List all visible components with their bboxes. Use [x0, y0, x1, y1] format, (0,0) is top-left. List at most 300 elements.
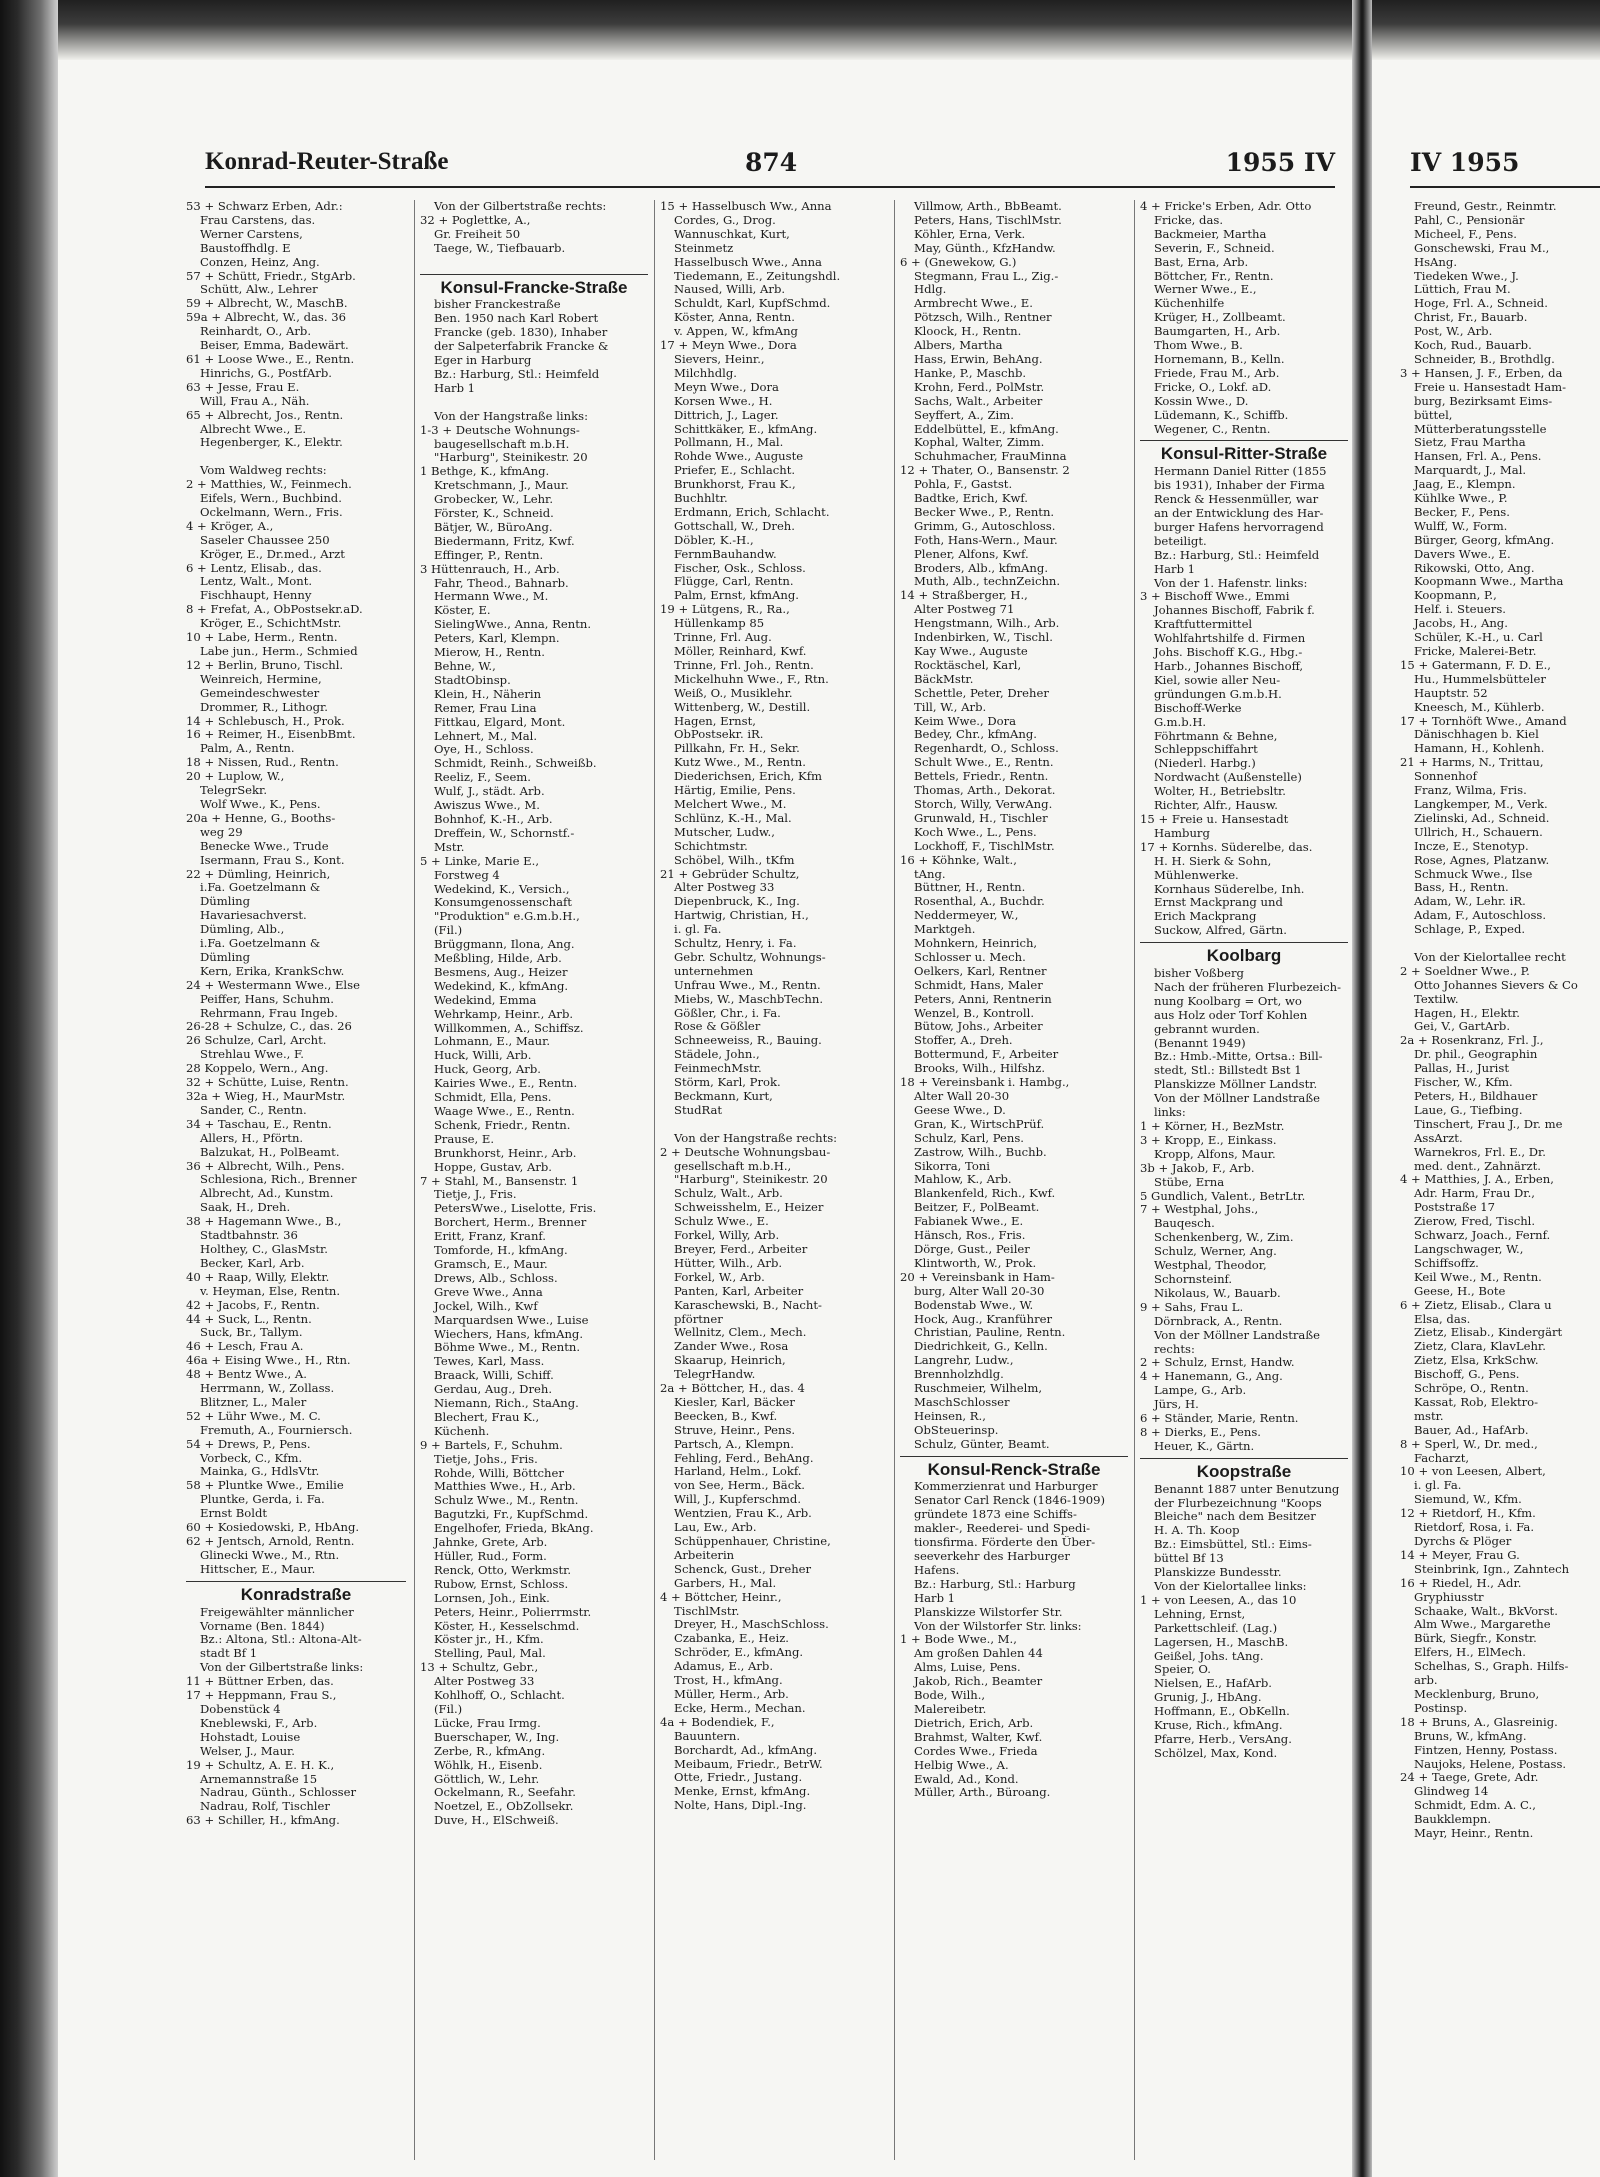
directory-entry: von See, Herm., Bäck.: [674, 1479, 805, 1493]
directory-entry: Wegener, C., Rentn.: [1154, 422, 1271, 436]
directory-entry: Rubow, Ernst, Schloss.: [434, 1577, 569, 1591]
directory-entry: Karaschewski, B., Nacht-: [674, 1298, 822, 1312]
directory-entry: 26 Schulze, Carl, Archt.: [186, 1034, 327, 1048]
column-divider: [894, 200, 895, 2160]
directory-entry: Garbers, H., Mal.: [674, 1576, 777, 1590]
directory-entry: Langschwager, W.,: [1414, 1242, 1524, 1256]
directory-entry: mstr.: [1414, 1409, 1444, 1423]
directory-entry: Lehning, Ernst,: [1154, 1607, 1246, 1621]
directory-entry: Schettle, Peter, Dreher: [914, 686, 1049, 700]
directory-entry: nung Koolbarg = Ort, wo: [1154, 994, 1302, 1008]
spacer: [660, 1118, 888, 1132]
directory-entry: 57 + Schütt, Friedr., StgArb.: [186, 269, 356, 283]
directory-entry: Niemann, Rich., StaAng.: [434, 1397, 579, 1411]
directory-entry: Tiedeken Wwe., J.: [1414, 269, 1519, 283]
column-divider: [654, 200, 655, 2160]
directory-entry: Hütter, Wilh., Arb.: [674, 1256, 783, 1270]
directory-entry: 2a + Rosenkranz, Frl. J.,: [1400, 1034, 1544, 1048]
directory-entry: Schmidt, Reinh., Schweißb.: [434, 757, 597, 771]
directory-entry: Keim Wwe., Dora: [914, 714, 1017, 728]
directory-entry: 9 + Bartels, F., Schuhm.: [420, 1438, 563, 1452]
directory-entry: Schiffsoffz.: [1414, 1256, 1479, 1270]
directory-entry: Suck, Br., Tallym.: [200, 1326, 303, 1340]
directory-entry: Alter Postweg 33: [434, 1675, 535, 1689]
directory-entry: burg, Bezirksamt Eims-: [1414, 394, 1553, 408]
directory-entry: Bürger, Georg, kfmAng.: [1414, 533, 1555, 547]
directory-entry: Greve Wwe., Anna: [434, 1285, 543, 1299]
directory-entry: büttel Bf 13: [1154, 1552, 1224, 1566]
directory-entry: Cordes Wwe., Frieda: [914, 1744, 1038, 1758]
directory-entry: Tomforde, H., kfmAng.: [434, 1244, 568, 1258]
directory-entry: Parkettschleif. (Lag.): [1154, 1621, 1278, 1635]
directory-entry: makler-, Reederei- und Spedi-: [914, 1522, 1091, 1536]
directory-entry: 7 + Westphal, Johs.,: [1140, 1203, 1259, 1217]
directory-entry: 63 + Schiller, H., kfmAng.: [186, 1814, 340, 1828]
directory-entry: Steinmetz: [674, 241, 734, 255]
directory-entry: Isermann, Frau S., Kont.: [200, 853, 345, 867]
directory-entry: Dörnbrack, A., Rentn.: [1154, 1314, 1283, 1328]
directory-entry: Schlosser u. Mech.: [914, 950, 1026, 964]
directory-entry: 40 + Raap, Willy, Elektr.: [186, 1270, 330, 1284]
directory-entry: Trinne, Frl. Joh., Rentn.: [674, 658, 814, 672]
directory-entry: Siemund, W., Kfm.: [1414, 1493, 1522, 1507]
directory-entry: "Harburg", Steinikestr. 20: [674, 1173, 828, 1187]
directory-entry: Adam, F., Autoschloss.: [1414, 909, 1547, 923]
directory-entry: 32 + Schütte, Luise, Rentn.: [186, 1076, 349, 1090]
directory-column-5: [1140, 200, 1348, 1761]
directory-entry: Von der Kielortallee links:: [1154, 1580, 1307, 1593]
directory-entry: Rietdorf, Rosa, i. Fa.: [1414, 1521, 1535, 1535]
directory-entry: Kretschmann, J., Maur.: [434, 479, 569, 493]
spacer: [1400, 937, 1600, 951]
directory-entry: Regenhardt, O., Schloss.: [914, 742, 1059, 756]
directory-entry: 36 + Albrecht, Wilh., Pens.: [186, 1159, 345, 1173]
directory-entry: Schenkenberg, W., Zim.: [1154, 1231, 1294, 1245]
directory-entry: Plener, Alfons, Kwf.: [914, 547, 1029, 561]
directory-entry: Köster jr., H., Kfm.: [434, 1633, 544, 1647]
directory-entry: Werner Carstens,: [200, 227, 303, 241]
directory-entry: Johs. Bischoff K.G., Hbg.-: [1154, 646, 1303, 660]
directory-entry: Schuhmacher, FrauMinna: [914, 450, 1067, 464]
directory-entry: Ben. 1950 nach Karl Robert: [434, 312, 599, 326]
street-heading: Konsul-Francke-Straße: [420, 274, 648, 299]
directory-entry: Buerschaper, W., Ing.: [434, 1730, 560, 1744]
directory-entry: Bürk, Siegfr., Konstr.: [1414, 1632, 1537, 1646]
directory-entry: Hafens.: [914, 1563, 960, 1577]
directory-entry: Sonnenhof: [1414, 770, 1477, 784]
directory-entry: Tinschert, Frau J., Dr. me: [1414, 1117, 1563, 1131]
directory-entry: Becker, Karl, Arb.: [200, 1256, 305, 1270]
directory-entry: bisher Franckestraße: [434, 298, 561, 312]
directory-entry: 5 Gundlich, Valent., BetrLtr.: [1140, 1189, 1306, 1203]
directory-entry: Mainka, G., HdlsVtr.: [200, 1465, 320, 1479]
directory-entry: Schult Wwe., E., Rentn.: [914, 756, 1054, 770]
directory-entry: Warnekros, Frl. E., Dr.: [1414, 1145, 1546, 1159]
book-edge: [0, 0, 58, 2177]
directory-entry: Kruse, Rich., kfmAng.: [1154, 1719, 1283, 1733]
directory-entry: Dittrich, J., Lager.: [674, 408, 779, 422]
directory-entry: Bass, H., Rentn.: [1414, 881, 1509, 895]
directory-entry: Bast, Erna, Arb.: [1154, 255, 1249, 269]
directory-entry: Milchhdlg.: [674, 366, 737, 380]
directory-entry: Bleiche" nach dem Besitzer: [1154, 1510, 1316, 1524]
directory-entry: Nadrau, Rolf, Tischler: [200, 1800, 330, 1814]
directory-entry: 3b + Jakob, F., Arb.: [1140, 1161, 1255, 1175]
directory-entry: 2 + Schulz, Ernst, Handw.: [1140, 1356, 1295, 1370]
directory-entry: Bz.: Harburg, Stl.: Heimfeld: [434, 367, 600, 381]
directory-entry: links:: [1154, 1106, 1186, 1120]
directory-entry: Lücke, Frau Irmg.: [434, 1716, 541, 1730]
directory-entry: Engelhofer, Frieda, BkAng.: [434, 1522, 594, 1536]
directory-entry: Rohde Wwe., Auguste: [674, 450, 804, 464]
header-street-name: Konrad-Reuter-Straße: [205, 148, 449, 175]
directory-entry: Rohde, Willi, Böttcher: [434, 1466, 564, 1480]
directory-entry: Hanke, P., Maschb.: [914, 366, 1027, 380]
directory-entry: 3 + Kropp, E., Einkass.: [1140, 1133, 1277, 1147]
directory-entry: Fintzen, Henny, Postass.: [1414, 1743, 1558, 1757]
directory-entry: pförtner: [674, 1312, 723, 1326]
directory-entry: Meßbling, Hilde, Arb.: [434, 952, 562, 966]
directory-entry: 18 + Nissen, Rud., Rentn.: [186, 756, 339, 770]
directory-entry: stadt Bf 1: [200, 1647, 258, 1661]
directory-entry: Bischoff, G., Pens.: [1414, 1368, 1520, 1382]
spacer: [186, 450, 406, 464]
directory-entry: 3 Hüttenrauch, H., Arb.: [420, 562, 560, 576]
directory-entry: Küchenhilfe: [1154, 297, 1225, 311]
directory-entry: 15 + Freie u. Hansestadt: [1140, 812, 1289, 826]
directory-entry: Fricke, O., Lokf. aD.: [1154, 380, 1272, 394]
directory-entry: Stegmann, Frau L., Zig.-: [914, 269, 1059, 283]
directory-entry: i. gl. Fa.: [674, 923, 722, 937]
directory-entry: Schwarz, Joach., Fernf.: [1414, 1229, 1551, 1243]
directory-entry: 13 + Schultz, Gebr.,: [420, 1661, 539, 1675]
directory-entry: 26-28 + Schulze, C., das. 26: [186, 1020, 352, 1034]
directory-entry: Renck, Otto, Werkmstr.: [434, 1563, 572, 1577]
page-number: 874: [745, 148, 798, 177]
directory-entry: Otte, Friedr., Justang.: [674, 1771, 803, 1785]
directory-entry: Sievers, Heinr.,: [674, 352, 765, 366]
directory-entry: Kloock, H., Rentn.: [914, 325, 1022, 339]
directory-entry: Koopmann, P.,: [1414, 589, 1497, 603]
directory-entry: Heuer, K., Gärtn.: [1154, 1439, 1255, 1453]
directory-entry: Rose & Gößler: [674, 1020, 761, 1034]
directory-entry: Jockel, Wilh., Kwf: [434, 1299, 538, 1313]
directory-entry: Jürs, H.: [1154, 1398, 1199, 1412]
directory-entry: Gei, V., GartArb.: [1414, 1020, 1510, 1034]
directory-entry: Rocktäschel, Karl,: [914, 658, 1022, 672]
directory-entry: Bottermund, F., Arbeiter: [914, 1048, 1059, 1062]
directory-entry: Saseler Chaussee 250: [200, 533, 330, 547]
directory-entry: Peiffer, Hans, Schuhm.: [200, 992, 334, 1006]
directory-entry: Zielinski, Ad., Schneid.: [1414, 811, 1550, 825]
directory-entry: Prause, E.: [434, 1132, 495, 1146]
directory-entry: Harb., Johannes Bischoff,: [1154, 660, 1304, 673]
directory-entry: Eddelbüttel, E., kfmAng.: [914, 422, 1059, 436]
directory-entry: Storch, Willy, VerwAng.: [914, 797, 1053, 811]
directory-entry: Renck & Hessenmüller, war: [1154, 493, 1319, 507]
directory-entry: Jacobs, H., Ang.: [1414, 617, 1508, 631]
directory-entry: (Fil.): [434, 1702, 463, 1716]
directory-entry: Oelkers, Karl, Rentner: [914, 964, 1047, 978]
directory-entry: Micheel, F., Pens.: [1414, 227, 1517, 241]
directory-entry: Huck, Georg, Arb.: [434, 1063, 541, 1077]
directory-entry: Wentzien, Frau K., Arb.: [674, 1507, 812, 1521]
directory-entry: H. H. Sierk & Sohn,: [1154, 854, 1272, 868]
directory-entry: Frau Carstens, das.: [200, 213, 316, 227]
directory-column-6: [1400, 200, 1600, 1841]
directory-entry: Richter, Alfr., Hausw.: [1154, 799, 1278, 813]
directory-entry: Kneblewski, F., Arb.: [200, 1716, 318, 1730]
directory-entry: 20 + Luplow, W.,: [186, 770, 285, 784]
directory-entry: Alms, Luise, Pens.: [914, 1661, 1021, 1675]
directory-entry: seeverkehr des Harburger: [914, 1550, 1070, 1563]
directory-entry: Dümling: [200, 895, 251, 909]
directory-entry: BäckMstr.: [914, 672, 974, 686]
header-year-left: 1955 IV: [1225, 148, 1335, 177]
directory-entry: Beckmann, Kurt,: [674, 1090, 773, 1103]
directory-entry: 18 + Vereinsbank i. Hambg.,: [900, 1076, 1070, 1090]
directory-entry: Becker Wwe., P., Rentn.: [914, 505, 1055, 519]
directory-entry: 11 + Büttner Erben, das.: [186, 1675, 334, 1689]
directory-entry: Nolte, Hans, Dipl.-Ing.: [674, 1799, 807, 1813]
directory-entry: Hock, Aug., Kranführer: [914, 1312, 1053, 1326]
directory-entry: 12 + Rietdorf, H., Kfm.: [1400, 1507, 1536, 1521]
directory-entry: Fehling, Ferd., BehAng.: [674, 1451, 814, 1465]
directory-entry: Vom Waldweg rechts:: [200, 464, 327, 478]
directory-entry: Schenk, Friedr., Rentn.: [434, 1118, 571, 1132]
directory-entry: Behne, W.,: [434, 660, 496, 673]
directory-entry: Hermann Wwe., M.: [434, 590, 549, 604]
directory-entry: Rehrmann, Frau Ingeb.: [200, 1006, 338, 1020]
directory-entry: arb.: [1414, 1674, 1438, 1688]
directory-entry: Otto Johannes Sievers & Co: [1414, 978, 1578, 992]
directory-entry: Sachs, Walt., Arbeiter: [914, 394, 1043, 408]
directory-entry: Arbeiterin: [674, 1548, 735, 1562]
directory-entry: 17 + Kornhs. Süderelbe, das.: [1140, 840, 1313, 854]
directory-entry: Grimm, G., Autoschloss.: [914, 519, 1056, 533]
directory-entry: Christ, Fr., Bauarb.: [1414, 311, 1528, 325]
directory-entry: weg 29: [200, 825, 243, 839]
directory-entry: 19 + Lütgens, R., Ra.,: [660, 603, 790, 617]
directory-entry: Schulz Wwe., E.: [674, 1215, 769, 1229]
directory-entry: Schittkäker, E., kfmAng.: [674, 422, 818, 436]
directory-entry: Bagutzki, Fr., KupfSchmd.: [434, 1508, 589, 1522]
directory-entry: 2 + Soeldner Wwe., P.: [1400, 964, 1530, 978]
directory-entry: Wolter, H., Betriebsltr.: [1154, 785, 1286, 799]
directory-entry: Köster, H., Kesselschmd.: [434, 1619, 580, 1633]
directory-entry: Trinne, Frl. Aug.: [674, 631, 772, 645]
directory-entry: Rosenthal, A., Buchdr.: [914, 895, 1045, 909]
directory-entry: Drommer, R., Lithogr.: [200, 700, 328, 714]
directory-entry: 4 + Böttcher, Heinr.,: [660, 1590, 782, 1604]
directory-entry: Bedey, Chr., kfmAng.: [914, 728, 1037, 742]
directory-entry: Naujoks, Helene, Postass.: [1414, 1757, 1567, 1771]
directory-entry: Lau, Ew., Arb.: [674, 1521, 757, 1535]
directory-entry: Von der 1. Hafenstr. links:: [1154, 576, 1308, 590]
directory-column-1: [186, 200, 406, 1828]
directory-entry: AssArzt.: [1414, 1131, 1463, 1145]
directory-entry: Pfarre, Herb., VersAng.: [1154, 1732, 1292, 1746]
directory-entry: Ockelmann, Wern., Fris.: [200, 505, 343, 519]
directory-entry: Schütt, Alw., Lehrer: [200, 283, 318, 297]
directory-entry: Härtig, Emilie, Pens.: [674, 784, 796, 798]
directory-entry: Ewald, Ad., Kond.: [914, 1772, 1019, 1786]
directory-entry: Böhme Wwe., M., Rentn.: [434, 1341, 581, 1355]
directory-entry: der Salpeterfabrik Francke &: [434, 340, 609, 354]
directory-entry: Eifels, Wern., Buchbind.: [200, 492, 342, 506]
directory-entry: Skaarup, Heinrich,: [674, 1354, 786, 1368]
directory-entry: Dyrchs & Plöger: [1414, 1535, 1512, 1548]
directory-entry: Hornemann, B., Kelln.: [1154, 352, 1285, 366]
directory-entry: Wöhlk, H., Eisenb.: [434, 1758, 543, 1772]
directory-entry: Postinsp.: [1414, 1701, 1468, 1715]
directory-entry: Diedrichkeit, G., Kelln.: [914, 1340, 1048, 1354]
directory-entry: Pluntke, Gerda, i. Fa.: [200, 1493, 325, 1507]
running-header-right: [1410, 144, 1600, 188]
directory-entry: Wohlfahrtshilfe d. Firmen: [1154, 632, 1306, 646]
directory-entry: Zierow, Fred, Tischl.: [1414, 1215, 1536, 1229]
directory-entry: 1 + von Leesen, A., das 10: [1140, 1593, 1297, 1607]
directory-entry: Fischer, Osk., Schloss.: [674, 561, 806, 575]
directory-entry: Geese, H., Bote: [1414, 1284, 1506, 1298]
directory-entry: Besmens, Aug., Heizer: [434, 965, 568, 979]
directory-entry: beteiligt.: [1154, 534, 1207, 548]
directory-entry: Dreyer, H., MaschSchloss.: [674, 1618, 829, 1632]
directory-entry: Hdlg.: [914, 283, 947, 297]
directory-entry: Biedermann, Fritz, Kwf.: [434, 534, 575, 548]
directory-entry: Struve, Heinr., Pens.: [674, 1423, 796, 1437]
directory-entry: Steinbrink, Ign., Zahntech: [1414, 1562, 1570, 1576]
directory-entry: Albrecht, Ad., Kunstm.: [200, 1187, 334, 1201]
directory-entry: Eger in Harburg: [434, 354, 532, 368]
directory-entry: 54 + Drews, P., Pens.: [186, 1437, 311, 1451]
directory-entry: Post, W., Arb.: [1414, 325, 1493, 339]
directory-entry: Brahmst, Walter, Kwf.: [914, 1730, 1043, 1744]
directory-entry: Mohnkern, Heinrich,: [914, 937, 1038, 951]
directory-entry: 21 + Gebrüder Schultz,: [660, 867, 800, 881]
directory-entry: Hüllenkamp 85: [674, 617, 765, 631]
directory-entry: Flügge, Carl, Rentn.: [674, 575, 794, 589]
directory-entry: Krohn, Ferd., PolMstr.: [914, 380, 1045, 394]
directory-entry: 6 + Lentz, Elisab., das.: [186, 561, 322, 575]
directory-entry: Harb 1: [434, 381, 476, 395]
directory-entry: Alter Wall 20-30: [914, 1090, 1010, 1103]
directory-entry: Kröger, E., SchichtMstr.: [200, 617, 342, 631]
directory-entry: Marquardsen Wwe., Luise: [434, 1313, 589, 1327]
directory-entry: Wulf, J., städt. Arb.: [434, 785, 545, 799]
directory-entry: Reinhardt, O., Arb.: [200, 325, 312, 339]
directory-entry: Tietje, Johs., Fris.: [434, 1452, 538, 1466]
directory-entry: Geißel, Johs. tAng.: [1154, 1649, 1264, 1663]
directory-entry: 4 + Matthies, J. A., Erben,: [1400, 1173, 1554, 1187]
directory-entry: Schenck, Gust., Dreher: [674, 1562, 812, 1576]
directory-entry: TischlMstr.: [674, 1604, 740, 1618]
directory-entry: 14 + Meyer, Frau G.: [1400, 1548, 1520, 1562]
directory-entry: aus Holz oder Torf Kohlen: [1154, 1008, 1308, 1022]
directory-entry: Havariesachverst.: [200, 909, 307, 923]
directory-entry: Kraftfuttermittel: [1154, 618, 1253, 632]
directory-entry: 8 + Frefat, A., ObPostsekr.aD.: [186, 603, 363, 617]
directory-entry: Dietrich, Erich, Arb.: [914, 1716, 1034, 1730]
directory-entry: Mayr, Heinr., Rentn.: [1414, 1827, 1534, 1841]
directory-entry: Büttner, H., Rentn.: [914, 881, 1026, 895]
directory-entry: Cordes, G., Drog.: [674, 213, 776, 227]
directory-entry: Grunig, J., HbAng.: [1154, 1691, 1262, 1705]
directory-entry: Föhrtmann & Behne,: [1154, 729, 1278, 743]
directory-entry: Christian, Pauline, Rentn.: [914, 1326, 1066, 1340]
directory-entry: Braack, Willi, Schiff.: [434, 1369, 554, 1383]
directory-entry: 2 + Matthies, W., Feinmech.: [186, 478, 352, 492]
directory-entry: Peters, Karl, Klempn.: [434, 632, 560, 646]
directory-entry: Weiß, O., Musiklehr.: [674, 686, 793, 700]
directory-entry: 59a + Albrecht, W., das. 36: [186, 311, 346, 325]
directory-entry: TelegrHandw.: [674, 1368, 756, 1382]
directory-entry: Meyn Wwe., Dora: [674, 380, 779, 394]
directory-entry: Gran, K., WirtschPrüf.: [914, 1117, 1045, 1131]
directory-entry: Möller, Reinhard, Kwf.: [674, 645, 807, 658]
directory-entry: Nielsen, E., HafArb.: [1154, 1677, 1272, 1691]
directory-entry: Fricke, Malerei-Betr.: [1414, 645, 1537, 658]
directory-entry: Kassat, Rob, Elektro-: [1414, 1395, 1539, 1409]
directory-entry: Taege, W., Tiefbauarb.: [434, 241, 566, 255]
street-heading: Konradstraße: [186, 1581, 406, 1606]
directory-entry: Wiechers, Hans, kfmAng.: [434, 1327, 584, 1341]
directory-entry: Gryphiusstr: [1414, 1590, 1484, 1604]
directory-entry: Pallas, H., Jurist: [1414, 1062, 1509, 1076]
directory-entry: Hagen, Ernst,: [674, 714, 756, 728]
directory-entry: StadtObinsp.: [434, 673, 511, 687]
directory-entry: Awiszus Wwe., M.: [434, 799, 540, 813]
directory-entry: Hittscher, E., Maur.: [200, 1562, 316, 1576]
directory-entry: Bohnhof, K.-H., Arb.: [434, 812, 553, 826]
directory-entry: Gr. Freiheit 50: [434, 227, 521, 241]
directory-entry: Gonschewski, Frau M.,: [1414, 241, 1550, 255]
directory-entry: Armbrecht Wwe., E.: [914, 297, 1033, 311]
directory-entry: Hoffmann, E., ObKelln.: [1154, 1705, 1290, 1719]
spacer: [420, 256, 648, 270]
directory-entry: Dümling, Alb.,: [200, 923, 285, 937]
directory-entry: Freie u. Hansestadt Ham-: [1414, 380, 1567, 394]
directory-entry: Schröder, E., kfmAng.: [674, 1646, 804, 1660]
directory-entry: Keil Wwe., M., Rentn.: [1414, 1270, 1542, 1284]
directory-entry: Willkommen, A., Schiffsz.: [434, 1021, 584, 1035]
directory-entry: Ockelmann, R., Seefahr.: [434, 1786, 576, 1800]
directory-entry: Lüdemann, K., Schiffb.: [1154, 408, 1289, 422]
directory-entry: Grunwald, H., Tischler: [914, 811, 1048, 825]
directory-entry: 19 + Schultz, A. E. H. K.,: [186, 1758, 335, 1772]
directory-entry: PetersWwe., Liselotte, Fris.: [434, 1202, 597, 1216]
directory-entry: Klein, H., Näherin: [434, 687, 542, 701]
directory-entry: Suckow, Alfred, Gärtn.: [1154, 924, 1287, 938]
directory-entry: Friede, Frau M., Arb.: [1154, 366, 1280, 380]
directory-entry: Hartwig, Christian, H.,: [674, 909, 809, 923]
directory-entry: Badtke, Erich, Kwf.: [914, 492, 1028, 506]
directory-entry: Hüller, Rud., Form.: [434, 1550, 547, 1563]
directory-entry: Gramsch, E., Maur.: [434, 1257, 548, 1271]
directory-entry: Pillkahn, Fr. H., Sekr.: [674, 742, 800, 756]
book-gutter: [1352, 0, 1372, 2177]
directory-entry: 14 + Straßberger, H.,: [900, 589, 1028, 603]
directory-entry: Hasselbusch Wwe., Anna: [674, 255, 822, 269]
directory-entry: Trost, H., kfmAng.: [674, 1674, 783, 1688]
directory-entry: Wellnitz, Clem., Mech.: [674, 1326, 807, 1340]
directory-entry: 42 + Jacobs, F., Rentn.: [186, 1298, 320, 1312]
directory-entry: Schulz, Walt., Arb.: [674, 1187, 783, 1201]
directory-entry: Störm, Karl, Prok.: [674, 1076, 781, 1090]
directory-entry: 38 + Hagemann Wwe., B.,: [186, 1215, 342, 1229]
directory-entry: Fremuth, A., Fourniersch.: [200, 1423, 353, 1437]
directory-entry: Köster, Anna, Rentn.: [674, 311, 795, 325]
